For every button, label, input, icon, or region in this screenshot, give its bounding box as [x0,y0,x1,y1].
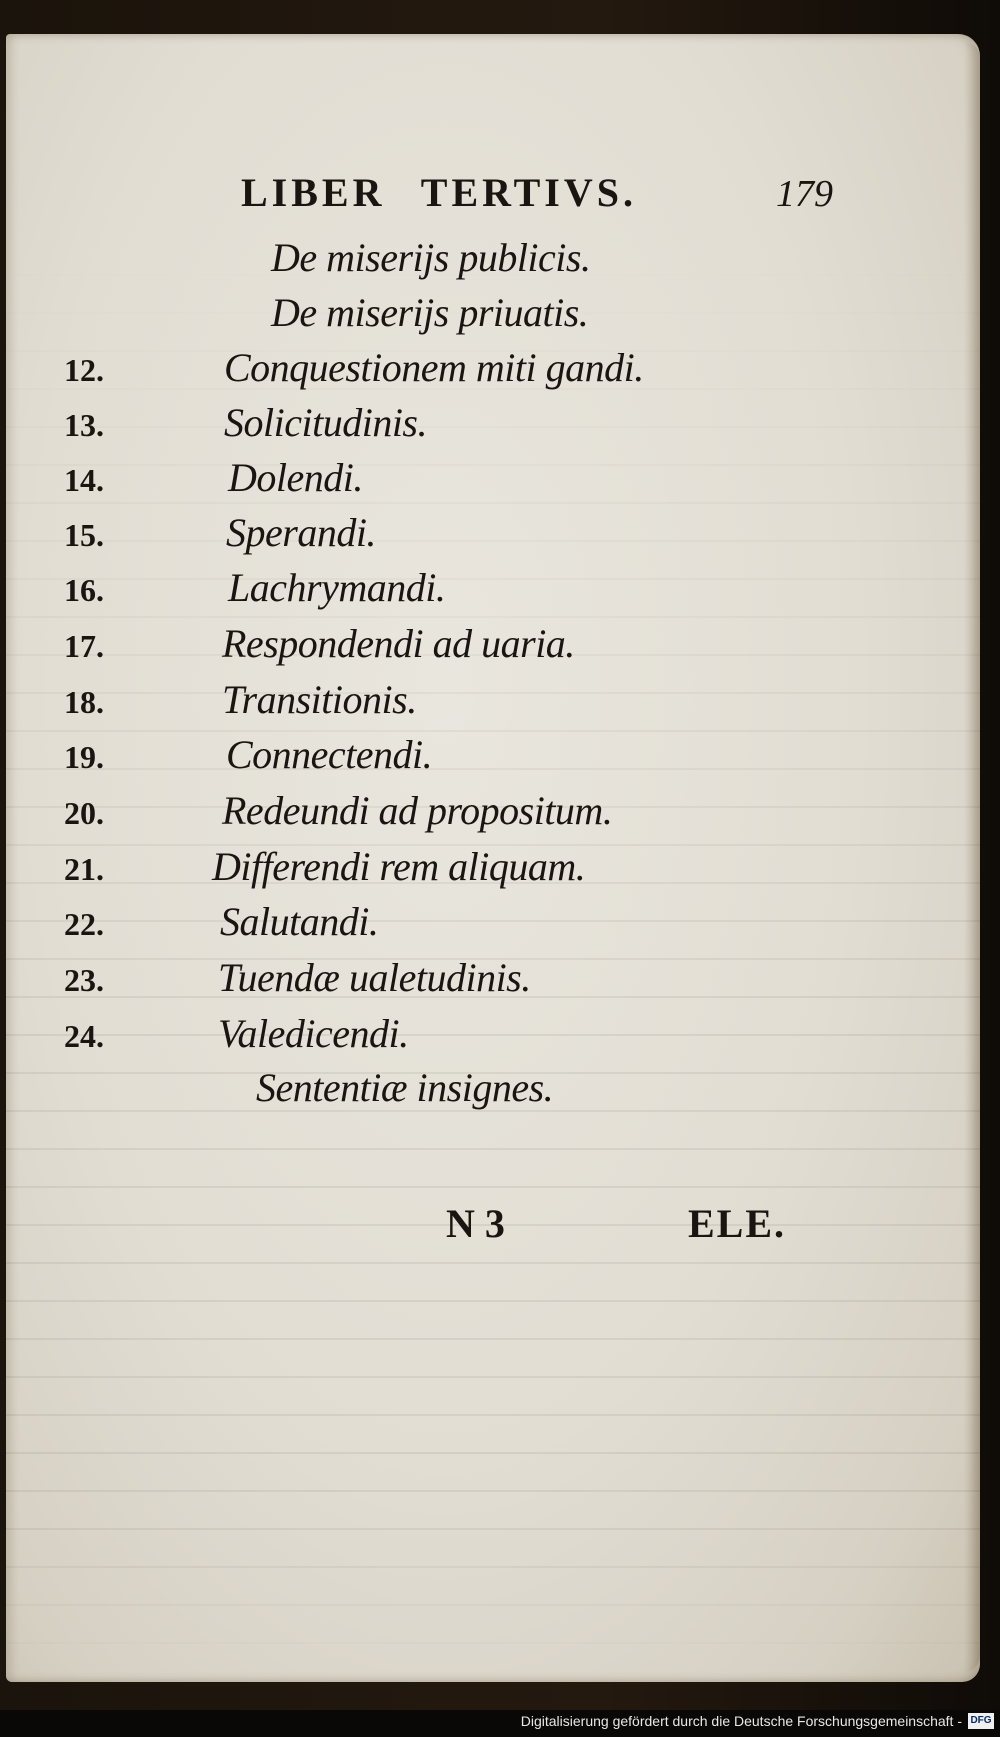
list-item [6,344,980,400]
entry-number: 14. [64,462,104,498]
list-item [6,289,980,345]
signature-mark: N 3 [446,1201,505,1246]
entry-number: 20. [64,795,104,831]
entry-text: Connectendi. [226,732,433,777]
list-item [6,1064,980,1120]
list-item [6,676,980,732]
entry-text: Sperandi. [226,510,376,555]
digitization-credit: Digitalisierung gefördert durch die Deutsche Forschungsgemeinschaft - [520,1713,962,1729]
catchword: ELE. [688,1201,787,1246]
entry-number: 22. [64,906,104,942]
list-item [6,954,980,1010]
entry-text: Differendi rem aliquam. [212,844,586,889]
list-item [6,731,980,787]
list-item [6,898,980,954]
entry-number: 24. [64,1018,104,1054]
list-item [6,787,980,843]
list-item [6,509,980,565]
book-page [6,34,980,1682]
list-item [6,843,980,899]
entry-number: 15. [64,517,104,553]
list-item [6,234,980,290]
entry-number: 23. [64,962,104,998]
entry-text: Transitionis. [222,677,417,722]
list-item [6,564,980,620]
entry-text: Tuendæ ualetudinis. [218,955,531,1000]
entry-number: 16. [64,572,104,608]
entry-text: De miserijs priuatis. [271,290,589,335]
entry-text: De miserijs publicis. [271,235,591,280]
running-title: LIBER TERTIVS. [241,170,637,215]
entry-text: Redeundi ad propositum. [222,788,613,833]
entry-text: Sententiæ insignes. [256,1065,554,1110]
entry-text: Conquestionem miti gandi. [224,345,644,390]
entry-number: 21. [64,851,104,887]
entry-number: 19. [64,739,104,775]
entry-text: Lachrymandi. [228,565,446,610]
entry-number: 17. [64,628,104,664]
list-item [6,399,980,455]
entry-text: Solicitudinis. [224,400,427,445]
entry-text: Respondendi ad uaria. [222,621,575,666]
entry-text: Valedicendi. [218,1011,409,1056]
entry-number: 12. [64,352,104,388]
dfg-logo-icon: DFG [968,1713,994,1729]
page-number: 179 [776,173,833,215]
entry-text: Salutandi. [220,899,379,944]
entry-number: 13. [64,407,104,443]
list-item [6,620,980,676]
list-item [6,454,980,510]
entry-number: 18. [64,684,104,720]
entry-text: Dolendi. [228,455,363,500]
list-item [6,1010,980,1066]
